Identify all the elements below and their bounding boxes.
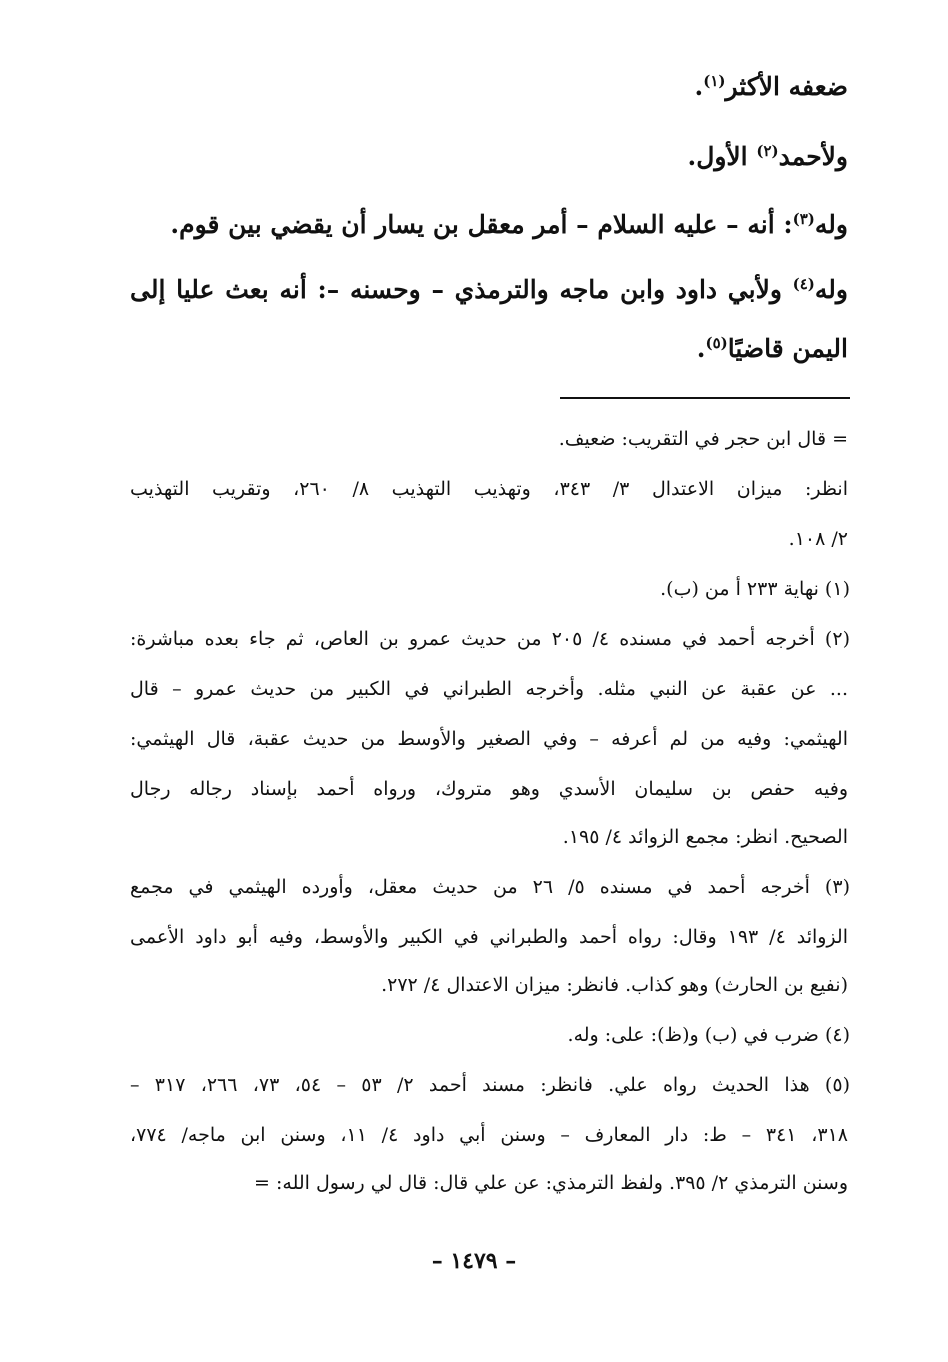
footnote-line: (٣) أخرجه أحمد في مسنده ٥/ ٢٦ من حديث معقل، وأورده الهيثمي في مجمع [130, 876, 850, 898]
footnote-line: (١) نهاية ٢٣٣ أ من (ب). [660, 578, 850, 600]
footnote-separator [560, 397, 850, 399]
footnote-line: ... عن عقبة عن النبي مثله. وأخرجه الطبراني في الكبير من حديث عمرو – قال [130, 678, 848, 700]
footnote-ref-2: (٢) [756, 142, 779, 160]
footnote-ref-3: (٣) [792, 210, 815, 228]
footnote-ref-5: (٥) [705, 334, 728, 352]
footnote-line: (نفيع بن الحارث) وهو كذاب. فانظر: ميزان الاعتدال ٤/ ٢٧٢. [381, 974, 848, 996]
footnote-line: ٣١٨، ٣٤١ – ط: دار المعارف – وسنن أبي داود ٤/ ١١، وسنن ابن ماجه/ ٧٧٤، [130, 1124, 849, 1146]
footnote-line: الصحيح. انظر: مجمع الزوائد ٤/ ١٩٥. [562, 826, 848, 848]
footnote-line: (٥) هذا الحديث رواه علي. فانظر: مسند أحمد ٢/ ٥٣ – ٥٤، ٧٣، ٢٦٦، ٣١٧ – [130, 1074, 850, 1096]
main-line-2: ولأحمد$^{(٢)}$ الأول. [687, 142, 848, 171]
footnote-line: وسنن الترمذي ٢/ ٣٩٥. ولفظ الترمذي: عن علي قال: قال لي رسول الله: = [254, 1172, 848, 1194]
footnote-line: وفيه حفص بن سليمان الأسدي وهو متروك، ورواه أحمد بإسناد رجاله رجال [130, 778, 848, 800]
footnote-line: = قال ابن حجر في التقريب: ضعيف. [558, 428, 848, 450]
main-line-4: وله$^{(٤)}$ ولأبي داود وابن ماجه والترمذي – وحسنه –: أنه بعث عليا إلى [130, 275, 848, 304]
footnote-line: انظر: ميزان الاعتدال ٣/ ٣٤٣، وتهذيب التهذيب ٨/ ٢٦٠، وتقريب التهذيب [130, 478, 849, 500]
footnote-ref-1: (١) [703, 72, 726, 90]
footnote-line: (٢) أخرجه أحمد في مسنده ٤/ ٢٠٥ من حديث عمرو بن العاص، ثم جاء بعده مباشرة: [130, 628, 850, 650]
footnote-ref-4: (٤) [792, 275, 815, 293]
footnote-line: ٢/ ١٠٨. [788, 528, 848, 550]
footnote-line: الزوائد ٤/ ١٩٣ وقال: رواه أحمد والطبراني في الكبير والأوسط، وفيه أبو داود الأعمى [130, 926, 848, 948]
main-line-3: وله$^{(٣)}$: أنه – عليه السلام – أمر معقل بن يسار أن يقضي بين قوم. [170, 210, 848, 239]
page-number: – ١٤٧٩ – [431, 1248, 517, 1274]
main-line-1: ضعفه الأكثر$^{(١)}$. [694, 72, 848, 101]
footnote-line: (٤) ضرب في (ب) و(ظ): على: وله. [567, 1024, 850, 1046]
footnote-line: الهيثمي: وفيه من لم أعرفه – وفي الصغير والأوسط من حديث عقبة، قال الهيثمي: [130, 728, 848, 750]
main-line-5: اليمن قاضيًا$^{(٥)}$. [696, 334, 848, 363]
